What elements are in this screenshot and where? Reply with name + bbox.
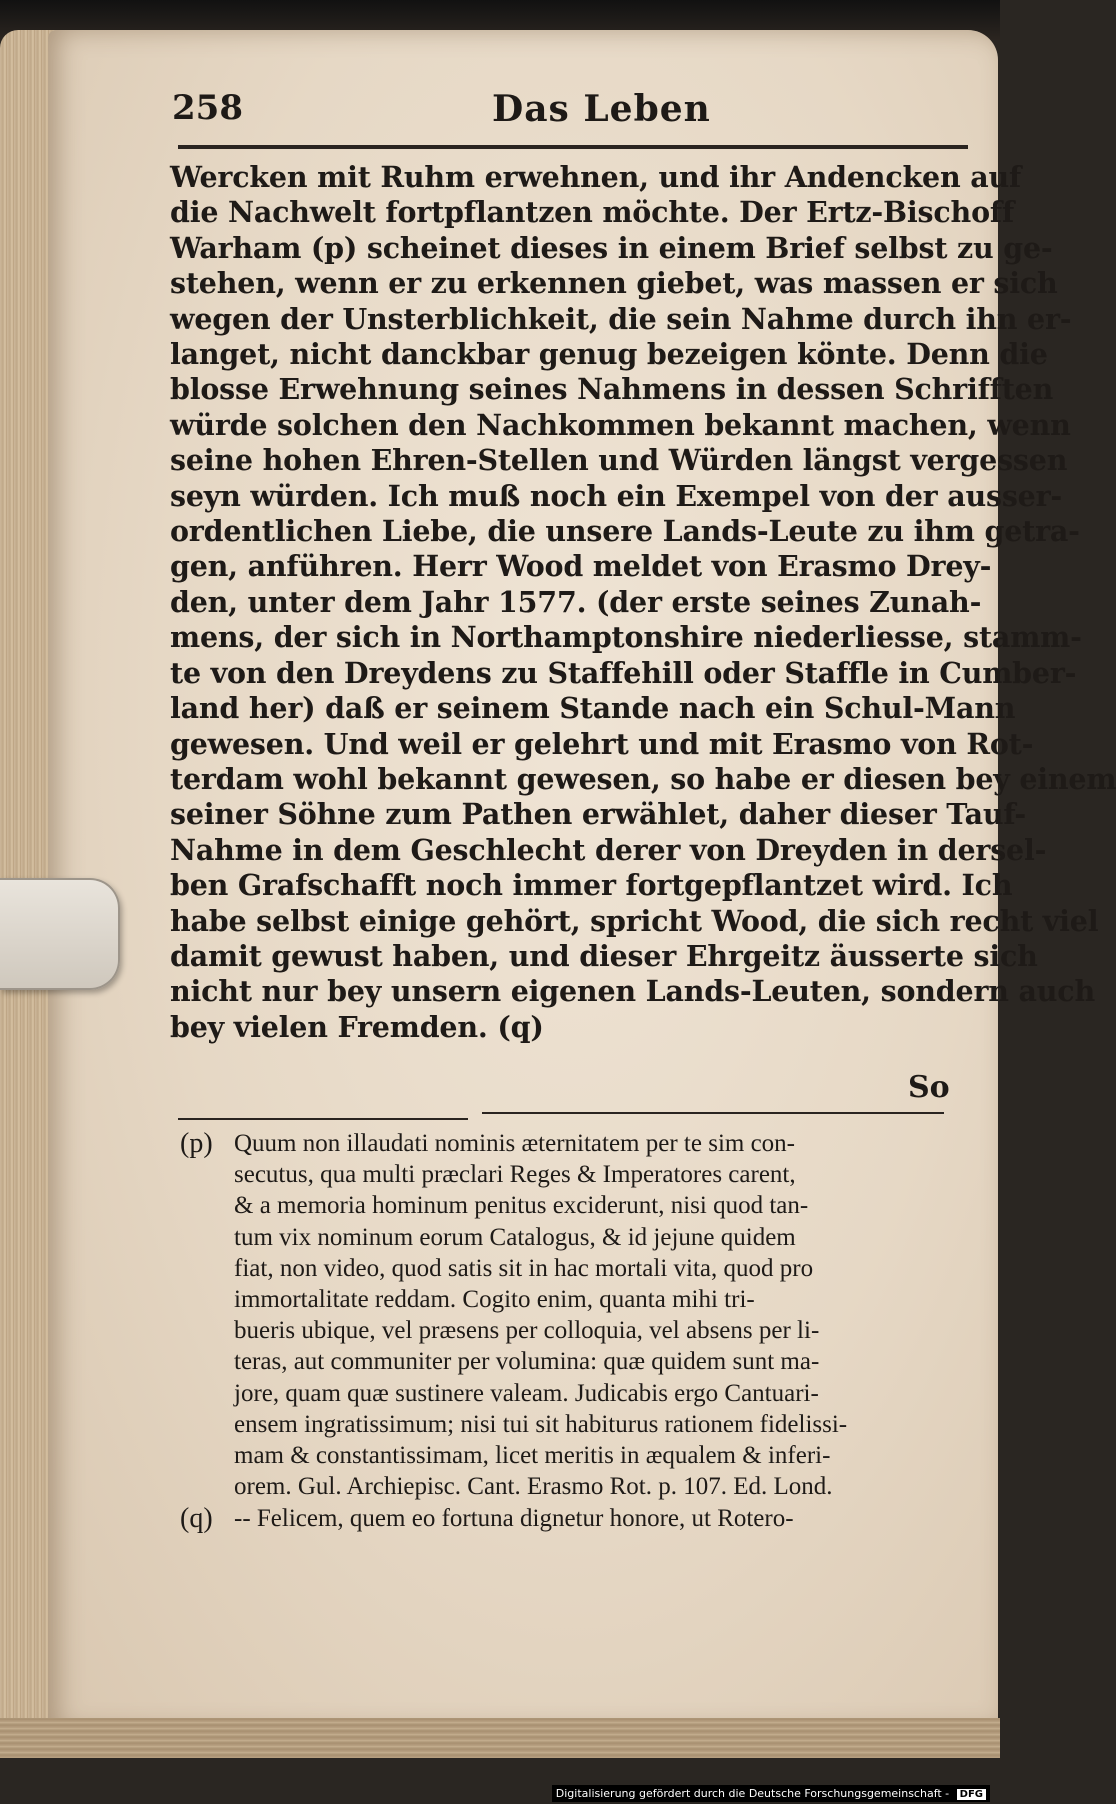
- text-line: seine hohen Ehren-Stellen und Würden längst vergessen: [170, 443, 1068, 478]
- footnote-line: orem. Gul. Archiepisc. Cant. Erasmo Rot. p. 107. Ed. Lond.: [234, 1473, 833, 1501]
- bottom-page-edge: [0, 1718, 1000, 1758]
- text-line: wegen der Unsterblichkeit, die sein Nahme durch ihn er-: [170, 301, 1072, 336]
- footnote-line: jore, quam quæ sustinere valeam. Judicabis ergo Cantuari-: [234, 1379, 819, 1407]
- footnote-line: ensem ingratissimum; nisi tui sit habiturus rationem fidelissi-: [234, 1410, 848, 1438]
- text-line: stehen, wenn er zu erkennen giebet, was massen er sich: [170, 266, 1058, 301]
- footnote-body: [234, 1503, 974, 1534]
- text-line: ben Grafschafft noch immer fortgepflantzet wird. Ich: [170, 868, 1013, 903]
- footnote-marker: (p): [180, 1128, 213, 1159]
- footnote-line: tum vix nominum eorum Catalogus, & id jejune quidem: [234, 1223, 796, 1251]
- text-line: seyn würden. Ich muß noch ein Exempel von der ausser-: [170, 478, 1063, 513]
- footnote-body: [234, 1128, 974, 1502]
- text-line: te von den Dreydens zu Staffehill oder Staffle in Cumber-: [170, 655, 1077, 690]
- footnote-line: Quum non illaudati nominis æternitatem per te sim con-: [234, 1130, 796, 1157]
- text-line: seiner Söhne zum Pathen erwählet, daher dieser Tauf-: [170, 797, 1027, 832]
- text-line: terdam wohl bekannt gewesen, so habe er diesen bey einem: [170, 761, 1116, 796]
- digitization-credit: [552, 1785, 990, 1802]
- catchword: So: [908, 1070, 950, 1105]
- footnote-marker: (q): [180, 1503, 213, 1534]
- bookmark-tab: [0, 878, 120, 990]
- text-line: den, unter dem Jahr 1577. (der erste seines Zunah-: [170, 584, 982, 619]
- text-line: gen, anführen. Herr Wood meldet von Erasmo Drey-: [170, 549, 992, 584]
- footnote-line: bueris ubique, vel præsens per colloquia, vel absens per li-: [234, 1317, 820, 1345]
- text-line: Warham (p) scheinet dieses in einem Brief selbst zu ge-: [170, 230, 1053, 265]
- footnote-line: teras, aut communiter per volumina: quæ quidem sunt ma-: [234, 1348, 820, 1376]
- text-line: blosse Erwehnung seines Nahmens in dessen Schrifften: [170, 372, 1054, 407]
- text-line: nicht nur bey unsern eigenen Lands-Leuten, sondern auch: [170, 974, 1095, 1009]
- footnote-line: immortalitate reddam. Cogito enim, quanta mihi tri-: [234, 1286, 755, 1314]
- page-number: 258: [172, 88, 243, 128]
- text-line: bey vielen Fremden. (q): [170, 1009, 544, 1044]
- header-rule: [178, 145, 968, 149]
- running-head: Das Leben: [492, 88, 711, 130]
- footnote-line: mam & constantissimam, licet meritis in æqualem & inferi-: [234, 1442, 831, 1470]
- text-line: langet, nicht danckbar genug bezeigen könte. Denn die: [170, 337, 1048, 372]
- text-line: würde solchen den Nachkommen bekannt machen, wenn: [170, 407, 1071, 442]
- text-line: gewesen. Und weil er gelehrt und mit Erasmo von Rot-: [170, 726, 1034, 761]
- main-text: [170, 160, 1116, 1045]
- text-line: ordentlichen Liebe, die unsere Lands-Leute zu ihm getra-: [170, 514, 1080, 549]
- credit-text: Digitalisierung gefördert durch die Deutsche Forschungsgemeinschaft -: [555, 1787, 950, 1800]
- footnote-rule-right: [482, 1112, 944, 1114]
- text-line: Wercken mit Ruhm erwehnen, und ihr Andencken auf: [170, 160, 1022, 194]
- text-line: die Nachwelt fortpflantzen möchte. Der Ertz-Bischoff: [170, 195, 1015, 230]
- text-line: Nahme in dem Geschlecht derer von Dreyden in dersel-: [170, 832, 1047, 867]
- text-line: mens, der sich in Northamptonshire niederliesse, stamm-: [170, 620, 1082, 655]
- footnote-line: -- Felicem, quem eo fortuna dignetur honore, ut Rotero-: [234, 1505, 794, 1532]
- footnote-line: secutus, qua multi præclari Reges & Imperatores carent,: [234, 1161, 796, 1189]
- footnote-line: & a memoria hominum penitus exciderunt, nisi quod tan-: [234, 1192, 809, 1220]
- text-line: damit gewust haben, und dieser Ehrgeitz äusserte sich: [170, 938, 1038, 973]
- page-header: [172, 88, 972, 138]
- dfg-logo: DFG: [957, 1789, 986, 1800]
- footnote-line: fiat, non video, quod satis sit in hac mortali vita, quod pro: [234, 1254, 814, 1282]
- footnote-rule-left: [178, 1118, 468, 1120]
- text-line: habe selbst einige gehört, spricht Wood, die sich recht viel: [170, 903, 1099, 938]
- text-line: land her) daß er seinem Stande nach ein Schul-Mann: [170, 691, 1016, 726]
